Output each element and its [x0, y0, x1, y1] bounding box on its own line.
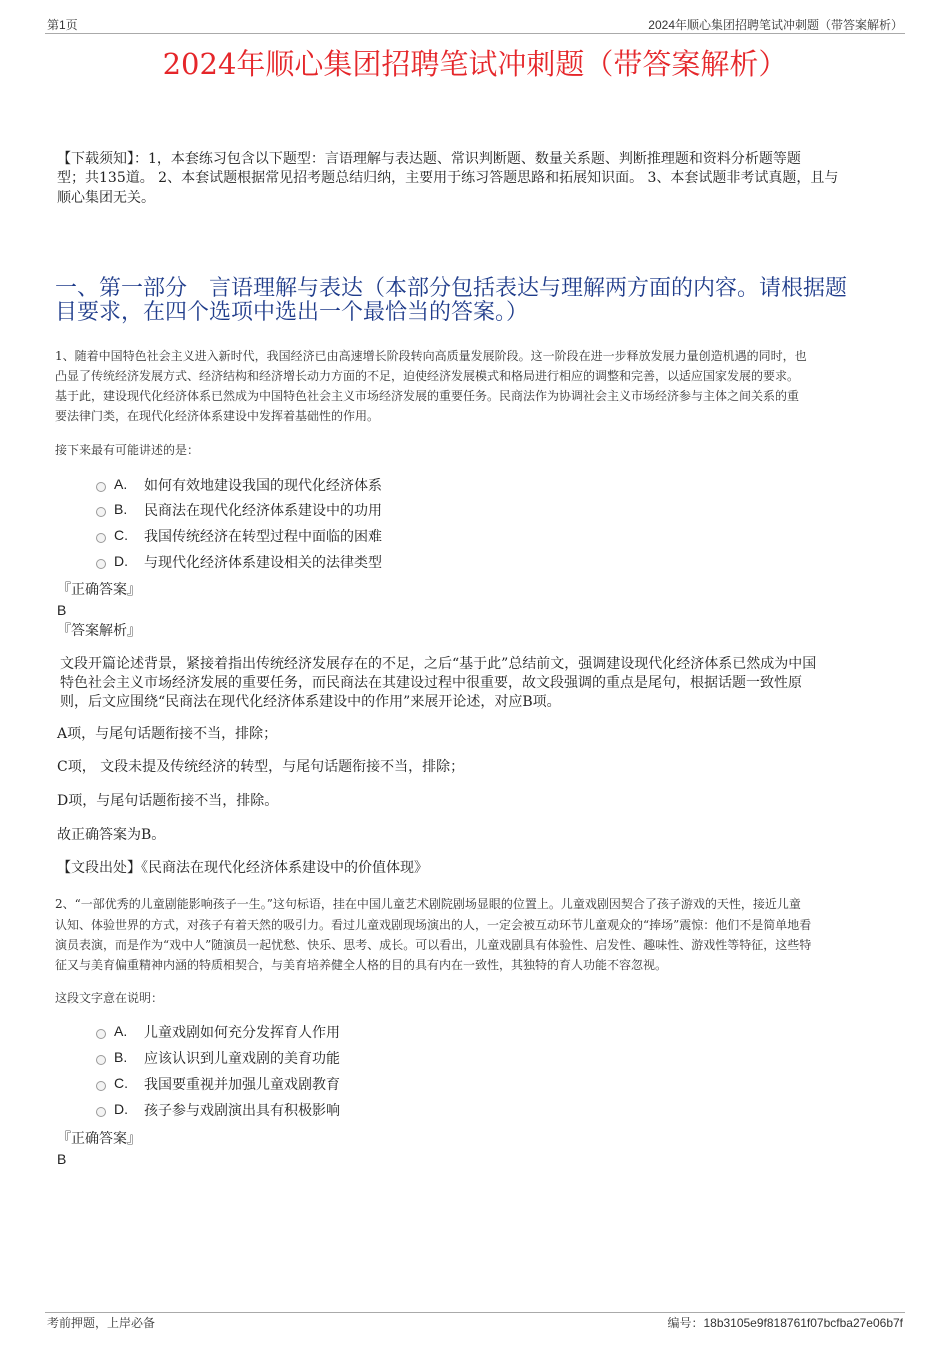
option-letter: A. — [114, 476, 128, 492]
header-title: 2024年顺心集团招聘笔试冲刺题（带答案解析） — [648, 18, 903, 32]
option-text: 应该认识到儿童戏剧的美育功能 — [144, 1051, 340, 1067]
radio-button[interactable] — [96, 559, 106, 569]
radio-button[interactable] — [96, 1055, 106, 1065]
radio-button[interactable] — [96, 1107, 106, 1117]
answer-label: 『正确答案』 — [57, 582, 141, 598]
question-stem-line: 认知、体验世界的方式，对孩子有着天然的吸引力。看过儿童戏剧现场演出的人，一定会被互动环节儿童观众的“捧场”震惊：他们不是简单地看 — [55, 918, 812, 932]
footer-code-value: 18b3105e9f818761f07bcfba27e06b7f — [703, 1316, 903, 1330]
section-heading-line: 目要求，在四个选项中选出一个最恰当的答案。） — [55, 300, 529, 325]
radio-button[interactable] — [96, 1029, 106, 1039]
option-letter: C. — [114, 1075, 128, 1091]
page-number: 第1页 — [47, 18, 78, 32]
analysis-note: D项，与尾句话题衔接不当，排除。 — [57, 793, 279, 809]
question-stem-line: 征又与美育偏重精神内涵的特质相契合，与美育培养健全人格的目的具有内在一致性，其独特的育人功能不容忽视。 — [55, 958, 668, 972]
correct-answer: B — [57, 1151, 67, 1167]
option-a[interactable] — [96, 1023, 426, 1043]
correct-answer: B — [57, 602, 67, 618]
radio-button[interactable] — [96, 533, 106, 543]
analysis-line: 特色社会主义市场经济发展的重要任务，而民商法在其建设过程中很重要，故文段强调的重点是尾句，根据话题一致性原 — [60, 675, 802, 691]
option-a[interactable] — [96, 476, 426, 496]
option-text: 孩子参与戏剧演出具有积极影响 — [144, 1103, 340, 1119]
option-b[interactable] — [96, 1049, 426, 1069]
question-stem-line: 凸显了传统经济发展方式、经济结构和经济增长动力方面的不足，迫使经济发展模式和格局进行相应的调整和完善，以适应国家发展的要求。 — [55, 369, 800, 383]
analysis-line: 文段开篇论述背景，紧接着指出传统经济发展存在的不足，之后“基于此”总结前文，强调建设现代化经济体系已然成为中国 — [60, 656, 817, 672]
analysis-note: A项，与尾句话题衔接不当，排除； — [57, 726, 278, 742]
question-stem-line: 基于此，建设现代化经济体系已然成为中国特色社会主义市场经济发展的重要任务。民商法作为协调社会主义市场经济参与主体之间关系的重 — [55, 389, 800, 403]
analysis-label: 『答案解析』 — [57, 623, 141, 639]
footer-code — [667, 1314, 903, 1331]
question-stem-line: 2、“一部优秀的儿童剧能影响孩子一生。”这句标语，挂在中国儿童艺术剧院剧场显眼的位置上。儿童戏剧因契合了孩子游戏的天性，接近儿童 — [55, 897, 801, 911]
footer-code-label: 编号： — [667, 1316, 704, 1330]
question-stem-line: 1、随着中国特色社会主义进入新时代，我国经济已由高速增长阶段转向高质量发展阶段。这一阶段在进一步释放发展力量创造机遇的同时，也 — [55, 349, 807, 363]
option-text: 民商法在现代化经济体系建设中的功用 — [144, 503, 382, 519]
option-c[interactable] — [96, 1075, 426, 1095]
answer-label: 『正确答案』 — [57, 1131, 141, 1147]
option-text: 儿童戏剧如何充分发挥育人作用 — [144, 1025, 340, 1041]
notice-line: 型；共135道。 2、本套试题根据常见招考题总结归纳，主要用于练习答题思路和拓展知识面。 3、本套试题非考试真题，且与 — [57, 170, 839, 186]
option-letter: A. — [114, 1023, 128, 1039]
passage-source: 【文段出处】《民商法在现代化经济体系建设中的价值体现》 — [57, 860, 428, 876]
option-letter: B. — [114, 1049, 128, 1065]
question-stem-line: 演员表演，而是作为“戏中人”随演员一起忧愁、快乐、思考、成长。可以看出，儿童戏剧具有体验性、启发性、趣味性、游戏性等特征，这些特 — [55, 938, 812, 952]
section-heading-line: 一、第一部分 言语理解与表达（本部分包括表达与理解两方面的内容。请根据题 — [55, 276, 848, 301]
radio-button[interactable] — [96, 507, 106, 517]
option-text: 我国传统经济在转型过程中面临的困难 — [144, 529, 382, 545]
footer-divider — [45, 1312, 905, 1313]
option-text: 与现代化经济体系建设相关的法律类型 — [144, 555, 382, 571]
option-letter: C. — [114, 527, 128, 543]
radio-button[interactable] — [96, 1081, 106, 1091]
question-prompt: 接下来最有可能讲述的是： — [55, 443, 200, 457]
option-text: 我国要重视并加强儿童戏剧教育 — [144, 1077, 340, 1093]
option-letter: D. — [114, 1101, 128, 1117]
option-text: 如何有效地建设我国的现代化经济体系 — [144, 478, 382, 494]
notice-line: 【下载须知】：1，本套练习包含以下题型：言语理解与表达题、常识判断题、数量关系题、判断推理题和资料分析题等题 — [57, 151, 801, 167]
option-c[interactable] — [96, 527, 426, 547]
option-d[interactable] — [96, 553, 426, 573]
radio-button[interactable] — [96, 482, 106, 492]
option-letter: D. — [114, 553, 128, 569]
footer-slogan: 考前押题，上岸必备 — [47, 1316, 156, 1330]
option-d[interactable] — [96, 1101, 426, 1121]
question-prompt: 这段文字意在说明： — [55, 991, 164, 1005]
notice-line: 顺心集团无关。 — [57, 190, 155, 206]
analysis-line: 则，后文应围绕“民商法在现代化经济体系建设中的作用”来展开论述，对应B项。 — [60, 694, 561, 710]
page-title: 2024年顺心集团招聘笔试冲刺题（带答案解析） — [162, 47, 788, 81]
option-letter: B. — [114, 501, 128, 517]
analysis-note: 故正确答案为B。 — [57, 827, 166, 843]
question-stem-line: 要法律门类，在现代化经济体系建设中发挥着基础性的作用。 — [55, 409, 380, 423]
option-b[interactable] — [96, 501, 426, 521]
analysis-note: C项， 文段未提及传统经济的转型，与尾句话题衔接不当，排除； — [57, 759, 465, 775]
header-divider — [45, 33, 905, 34]
